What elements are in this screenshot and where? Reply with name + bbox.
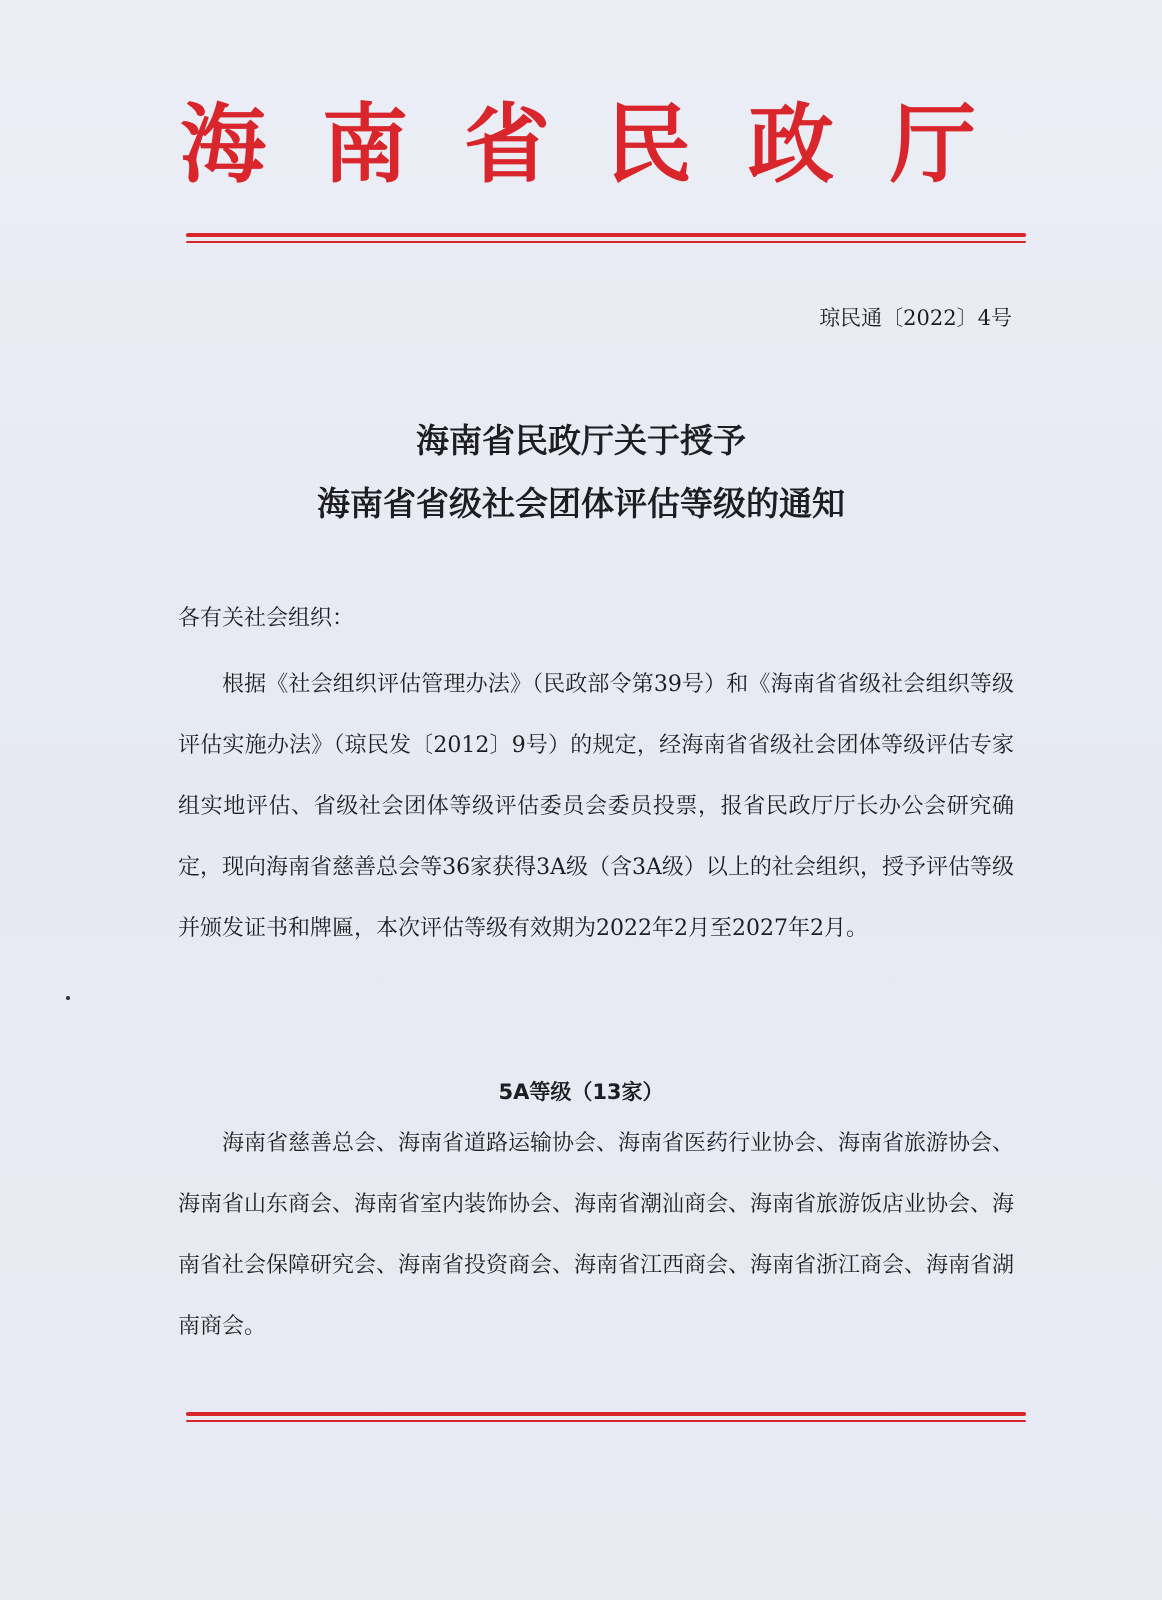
- footer-red-rule-thin: [186, 1420, 1026, 1422]
- issuer-header: 海南省民政厅: [180, 94, 1032, 195]
- grade-5a-list: 海南省慈善总会、海南省道路运输协会、海南省医药行业协会、海南省旅游协会、海南省山东商会、海南省室内装饰协会、海南省潮汕商会、海南省旅游饭店业协会、海南省社会保障研究会、海南省投资商会、海南省江西商会、海南省浙江商会、海南省湖南商会。: [178, 1131, 1015, 1339]
- header-red-rule-thin: [186, 241, 1026, 243]
- scan-speck: [66, 996, 70, 1000]
- footer-red-rule: [186, 1412, 1026, 1416]
- salutation: 各有关社会组织：: [178, 606, 355, 631]
- document-number: 琼民通〔2022〕4号: [819, 306, 1012, 330]
- intro-paragraph: 根据《社会组织评估管理办法》（民政部令第39号）和《海南省省级社会组织等级评估实施办法》（琼民发〔2012〕9号）的规定，经海南省省级社会团体等级评估专家组实地评估、省级社会团体等级评估委员会委员投票，报省民政厅厅长办公会研究确定，现向海南省慈善总会等36家获得3A级（含3A级）以上的社会组织，授予评估等级并颁发证书和牌匾，本次评估等级有效期为2022年2月至2027年2月。: [178, 672, 1014, 941]
- header-red-rule: [186, 233, 1026, 237]
- grade-5a-heading: 5A等级（13家）: [498, 1080, 664, 1104]
- document-title-line-1: 海南省民政厅关于授予: [416, 421, 746, 460]
- document-title-line-2: 海南省省级社会团体评估等级的通知: [317, 484, 845, 523]
